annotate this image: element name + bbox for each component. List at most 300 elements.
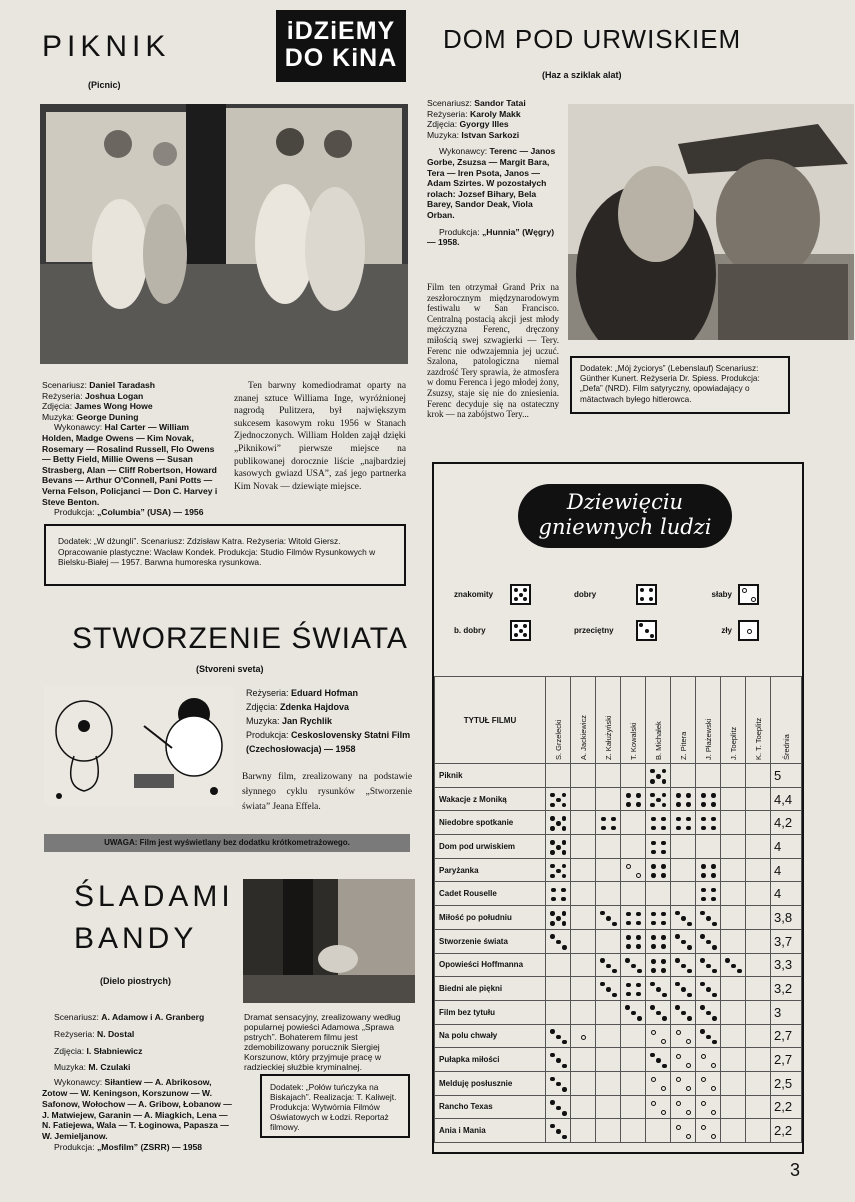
score-cell [696,977,721,1001]
score-cell [646,1048,671,1072]
table-row [435,1024,802,1048]
average-cell: 2,5 [771,1071,802,1095]
score-pip [686,1134,691,1139]
score-cell [621,764,646,788]
score-cell [571,1000,596,1024]
score-pip [701,826,706,831]
score-pip [712,993,717,998]
score-cell [621,1119,646,1143]
score-pip [600,982,605,987]
score-pip [661,873,666,878]
score-cell [546,811,571,835]
score-pip [626,793,631,798]
piknik-addon-box: Dodatek: „W dżungli”. Scenariusz: Zdzisław Katra. Reżyseria: Witold Giersz. Opracowanie plastyczne: Wacław Kondek. Produkcja: Studio Filmów Rysunkowych w Bielsku-Białej — 1957. Barwna humoreska rysunkowa. [44,524,406,586]
score-cell [746,835,771,859]
average-cell: 2,7 [771,1048,802,1072]
dom-original-title: (Haz a sziklak alat) [542,70,622,80]
credit-line: Reżyseria: Joshua Logan [42,390,144,401]
score-cell [721,929,746,953]
critic-name: Z. Pitera [678,731,688,760]
score-pip [562,1040,567,1045]
score-pip [651,912,656,917]
score-pip [550,840,555,845]
dom-photo-image [568,104,854,340]
score-pip [562,864,567,869]
score-cell [696,906,721,930]
score-pip [686,1039,691,1044]
idziemy-do-kina-logo [276,10,406,82]
pip [645,629,649,633]
score-pip [661,841,666,846]
score-cell [596,929,621,953]
score-cell [696,1095,721,1119]
score-cell [571,1071,596,1095]
score-cell [671,835,696,859]
pip [649,588,653,592]
score-pip [661,944,666,949]
pip [523,588,527,592]
score-cell [646,858,671,882]
score-pip [636,873,641,878]
score-pip [700,934,705,939]
score-cell [671,1048,696,1072]
score-cell [646,787,671,811]
average-cell: 3 [771,1000,802,1024]
score-cell [546,929,571,953]
score-pip [675,958,680,963]
score-pip [687,993,692,998]
critic-header [671,677,696,764]
score-pip [556,1129,561,1134]
legend-label: słaby [711,590,732,599]
table-row [435,1000,802,1024]
score-cell [721,1071,746,1095]
table-row [435,787,802,811]
score-pip [651,864,656,869]
film-title-cell: Cadet Rouselle [435,882,546,906]
credit-line: Reżyseria: Karoly Makk [427,108,521,119]
stworzenie-original-title: (Stvoreni sveta) [196,664,264,674]
score-cell [571,835,596,859]
score-pip [651,935,656,940]
score-cell [746,858,771,882]
score-cell [546,1048,571,1072]
credit-line: Scenariusz: Sandor Tatai [427,98,526,108]
critic-header [696,677,721,764]
score-pip [626,935,631,940]
score-cell [596,1048,621,1072]
score-pip [676,1101,681,1106]
score-cell [621,858,646,882]
score-cell [646,929,671,953]
credit-line: Reżyseria: N. Dostal [54,1028,135,1039]
score-pip [550,1053,555,1058]
piknik-original-title: (Picnic) [88,80,121,90]
film-title-cell: Stworzenie świata [435,929,546,953]
credit-line: Muzyka: Jan Rychlik [246,716,333,726]
critic-name: J. Płażewski [703,718,713,760]
score-pip [661,912,666,917]
score-cell [696,764,721,788]
table-row [435,1119,802,1143]
score-pip [656,1058,661,1063]
score-cell [696,1000,721,1024]
ratings-title-line-2: gniewnych ludzi [538,515,712,539]
score-pip [686,826,691,831]
dom-photo [568,104,854,340]
cast: Wykonawcy: Hal Carter — William Holden, Madge Owens — Kim Novak, Rosemary — Rosalind Russell, Flo Owens — Betty Field, Millie Owens — Susan Strasberg, Alan — Cliff Robertson, Howard Bevans — Arthur O'Connell, Pani Potts — Verna Felson, Policjanci — Don C. Harvey i Steve Benton. [42,422,218,507]
score-cell [746,1048,771,1072]
score-pip [650,1005,655,1010]
average-cell: 2,2 [771,1119,802,1143]
score-pip [626,983,631,988]
score-cell [596,1095,621,1119]
average-cell: 3,7 [771,929,802,953]
score-cell [571,1048,596,1072]
score-pip [562,816,567,821]
score-pip [661,1086,666,1091]
film-title-cell: Melduję posłusznie [435,1071,546,1095]
score-cell [571,1119,596,1143]
score-pip [550,816,555,821]
sladami-original-title: (Dielo piostrych) [100,976,172,986]
score-pip [701,1077,706,1082]
score-cell [546,977,571,1001]
credit-line: Reżyseria: Eduard Hofman [246,688,359,698]
score-cell [596,953,621,977]
piknik-photo-image [40,104,408,364]
score-pip [651,873,656,878]
pip [640,597,644,601]
credit-line: Zdjęcia: James Wong Howe [42,401,153,412]
score-pip [676,1030,681,1035]
average-cell: 2,2 [771,1095,802,1119]
pip [523,624,527,628]
score-cell [696,1071,721,1095]
score-cell [721,764,746,788]
score-pip [551,888,556,893]
score-cell [696,811,721,835]
score-pip [651,968,656,973]
pip [514,633,518,637]
score-cell [571,858,596,882]
score-cell [696,787,721,811]
score-pip [562,1111,567,1116]
pip [640,588,644,592]
score-pip [636,802,641,807]
score-pip [550,1077,555,1082]
score-pip [556,1082,561,1087]
score-pip [675,982,680,987]
score-cell [646,1071,671,1095]
score-cell [671,1095,696,1119]
legend-die-icon [636,584,657,605]
critic-header [621,677,646,764]
score-cell [646,811,671,835]
film-title-cell: Rancho Texas [435,1095,546,1119]
critic-header [596,677,621,764]
stworzenie-title: STWORZENIE ŚWIATA [72,622,408,655]
table-row [435,882,802,906]
sladami-photo [243,879,415,1003]
score-pip [606,987,611,992]
score-pip [636,912,641,917]
score-pip [556,1058,561,1063]
score-cell [746,787,771,811]
film-title-cell: Opowieści Hoffmanna [435,953,546,977]
score-pip [675,934,680,939]
score-cell [721,787,746,811]
score-pip [686,793,691,798]
score-cell [746,882,771,906]
legend-die-icon [636,620,657,641]
score-cell [596,811,621,835]
score-pip [631,964,636,969]
score-pip [675,911,680,916]
score-pip [676,1125,681,1130]
average-cell: 2,7 [771,1024,802,1048]
score-pip [737,969,742,974]
score-pip [661,968,666,973]
score-pip [706,916,711,921]
score-pip [556,916,561,921]
score-cell [571,787,596,811]
score-pip [561,888,566,893]
score-pip [661,1039,666,1044]
critic-header [546,677,571,764]
pip [514,588,518,592]
score-cell [721,858,746,882]
score-cell [596,858,621,882]
score-pip [661,935,666,940]
score-pip [661,826,666,831]
ratings-table [434,676,802,1143]
score-pip [712,922,717,927]
score-cell [721,882,746,906]
pip [523,633,527,637]
score-pip [651,826,656,831]
score-pip [711,873,716,878]
average-cell: 4,4 [771,787,802,811]
score-cell [596,882,621,906]
score-pip [651,1101,656,1106]
score-pip [662,993,667,998]
score-pip [676,793,681,798]
score-pip [550,864,555,869]
score-pip [700,1029,705,1034]
pip [747,629,752,634]
score-pip [562,1087,567,1092]
pip [649,597,653,601]
score-cell [721,1119,746,1143]
score-cell [671,1119,696,1143]
score-cell [546,1095,571,1119]
score-cell [596,977,621,1001]
score-pip [676,826,681,831]
score-pip [612,922,617,927]
score-pip [711,897,716,902]
score-pip [676,1054,681,1059]
score-cell [746,1024,771,1048]
critic-header [571,677,596,764]
average-cell: 3,3 [771,953,802,977]
score-pip [550,921,555,926]
score-cell [671,906,696,930]
table-row [435,764,802,788]
piknik-credits [42,380,222,518]
pip [751,597,756,602]
score-cell [621,1071,646,1095]
score-pip [651,921,656,926]
critic-name: Z. Kałużyński [603,715,613,760]
score-cell [646,1024,671,1048]
piknik-photo [40,104,408,364]
score-pip [636,935,641,940]
dom-description: Film ten otrzymał Grand Prix na zeszłorocznym międzynarodowym festiwalu w San Francisco. Centralną postacią akcji jest młody mężczyzna Ferenc, dręczony miłością swej szwagierki — Tery. Ferenc nie odwzajemnia jej uczuć. Szalona, patologiczna niemal zazdrość Tery sprawia, że atmosfera w domu Ferenca i jego młodej żony, Zsuzsy, staje się nie do zniesienia. Ferenc decyduje się na ostateczny krok — na zabójstwo Tery... [427,282,559,420]
score-cell [546,906,571,930]
score-pip [550,826,555,831]
score-pip [701,817,706,822]
score-pip [656,798,661,803]
pip [519,593,523,597]
score-pip [686,1110,691,1115]
score-cell [546,858,571,882]
score-pip [686,1086,691,1091]
average-cell: 5 [771,764,802,788]
score-cell [671,882,696,906]
score-pip [650,779,655,784]
critic-name: B. Michałek [653,721,663,760]
score-pip [701,802,706,807]
film-title-cell: Pułapka miłości [435,1048,546,1072]
film-title-cell: Piknik [435,764,546,788]
critic-name: T. Kowalski [628,722,638,760]
score-pip [661,850,666,855]
ratings-title [518,484,732,548]
score-cell [621,929,646,953]
score-cell [546,787,571,811]
score-cell [721,906,746,930]
score-cell [621,977,646,1001]
film-title-cell: Dom pod urwiskiem [435,835,546,859]
average-label: Średnia [781,734,791,760]
score-pip [626,992,631,997]
score-pip [700,1005,705,1010]
stworzenie-credits [246,686,412,756]
stworzenie-warning-bar: UWAGA: Film jest wyświetlany bez dodatku krótkometrażowego. [44,834,410,852]
score-pip [701,897,706,902]
legend-label: dobry [574,590,597,599]
score-cell [721,953,746,977]
legend-label: b. dobry [454,626,486,635]
logo-line-1: iDZiEMY [286,17,396,45]
production: Produkcja: „Columbia” (USA) — 1956 [54,507,204,518]
sladami-title-line-2: BANDY [74,922,198,955]
score-pip [651,1030,656,1035]
score-cell [621,906,646,930]
score-cell [571,764,596,788]
score-pip [676,1077,681,1082]
score-pip [636,992,641,997]
score-pip [562,1064,567,1069]
score-cell [621,1000,646,1024]
score-pip [661,864,666,869]
score-pip [651,841,656,846]
score-cell [721,1048,746,1072]
pip [514,597,518,601]
score-pip [625,1005,630,1010]
score-pip [556,869,561,874]
score-cell [571,977,596,1001]
score-pip [550,934,555,939]
score-cell [546,1119,571,1143]
logo-line-2: DO KiNA [284,44,398,72]
score-pip [701,873,706,878]
average-cell: 4 [771,858,802,882]
score-pip [711,1134,716,1139]
score-pip [701,1101,706,1106]
score-pip [556,1106,561,1111]
score-cell [621,1095,646,1119]
average-cell: 4 [771,882,802,906]
score-pip [550,793,555,798]
legend-label: przeciętny [574,626,614,635]
score-pip [662,1016,667,1021]
film-title-cell: Wakacje z Moniką [435,787,546,811]
score-pip [711,826,716,831]
score-pip [562,921,567,926]
score-cell [646,764,671,788]
score-cell [596,1000,621,1024]
score-cell [621,811,646,835]
score-pip [650,793,655,798]
score-cell [571,953,596,977]
score-cell [671,929,696,953]
score-pip [681,1011,686,1016]
score-cell [721,811,746,835]
legend-label: zły [721,626,732,635]
score-cell [646,1119,671,1143]
score-cell [746,906,771,930]
average-cell: 4 [771,835,802,859]
credit-line: Muzyka: George Duning [42,411,139,422]
score-pip [562,826,567,831]
score-pip [706,1035,711,1040]
cast: Wykonawcy: Siłantiew — A. Abrikosow, Zotow — W. Keningson, Korszunow — W. Safonow, Wołochow — A. Gribow, Łobanow — J. Matwiejew, Garanin — A. Miagkich, Lena — N. Fatiejewa, Wala — T. Łoginowa, Papasza — W. Jemieljanow. [42,1077,232,1142]
score-pip [662,769,667,774]
score-pip [700,982,705,987]
score-pip [706,1011,711,1016]
score-pip [701,864,706,869]
average-cell: 3,8 [771,906,802,930]
score-pip [662,1064,667,1069]
score-pip [651,1077,656,1082]
score-pip [706,987,711,992]
table-row [435,835,802,859]
score-pip [700,911,705,916]
stworzenie-description: Barwny film, zrealizowany na podstawie słynnego cyklu rysunków „Stworzenie świata” Jeana Effela. [242,772,412,812]
dom-addon-box: Dodatek: „Mój życiorys” (Lebenslauf) Scenariusz: Günther Kunert. Reżyseria Dr. Spiess. Produkcja: „Defa” (NRD). Film satyryczny, opowiadający o mätactwach byłego hitlerowca. [570,356,790,414]
score-cell [546,764,571,788]
score-cell [746,1071,771,1095]
effel-drawing [44,686,234,806]
ratings-title-line-1: Dziewięciu [566,490,684,514]
score-cell [671,977,696,1001]
score-pip [581,1035,586,1040]
score-cell [671,1000,696,1024]
film-title-cell: Ania i Mania [435,1119,546,1143]
score-pip [706,964,711,969]
